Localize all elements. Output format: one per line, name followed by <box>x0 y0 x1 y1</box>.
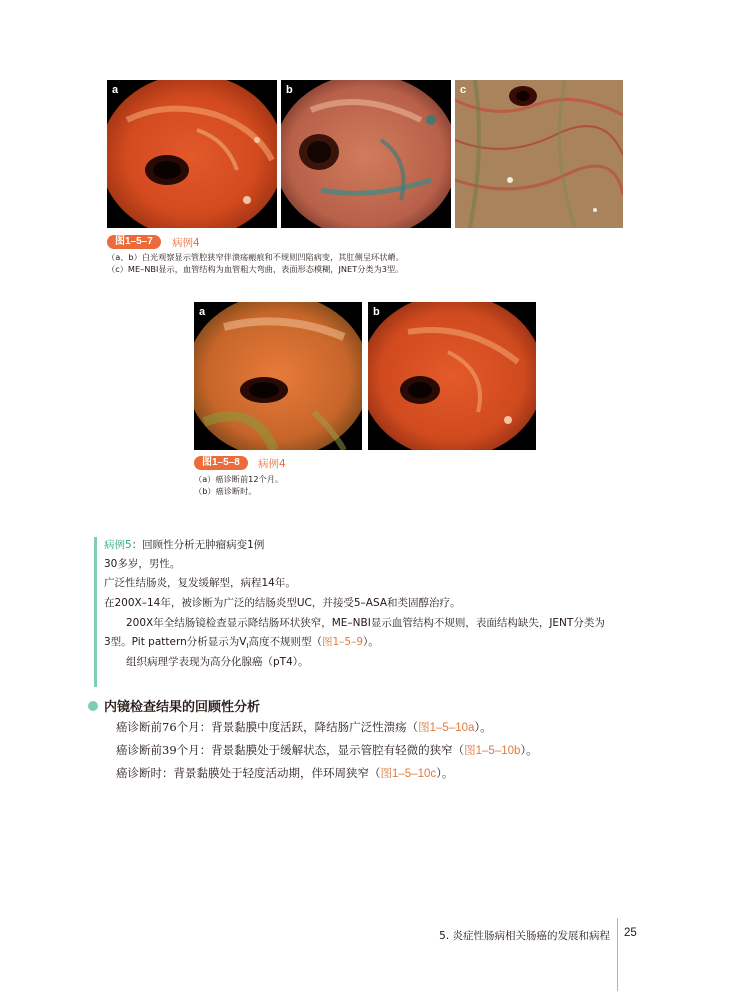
section-item-text: ）。 <box>474 720 492 734</box>
endoscopy-image-1-5-7c <box>455 80 623 228</box>
figure-reference[interactable]: 图1–5–10b <box>464 745 521 757</box>
case-text-line: 在200X–14年，被诊断为广泛的结肠炎型UC，并接受5–ASA和类固醇治疗。 <box>104 597 461 609</box>
figure-tag: 图1–5–7 <box>107 235 161 249</box>
case-text-fragment: 高度不规则型（ <box>248 636 322 648</box>
case-text-line: 组织病理学表现为高分化腺癌（pT4）。 <box>126 656 309 668</box>
panel-label: b <box>286 84 293 96</box>
figure-tag: 图1–5–8 <box>194 456 248 470</box>
endoscopy-image-1-5-7a <box>107 80 277 228</box>
figure-case: 病例4 <box>172 237 200 249</box>
figure-reference[interactable]: 图1–5–10c <box>380 768 437 780</box>
panel-label: a <box>199 306 206 318</box>
footer-divider <box>617 918 618 991</box>
figure-caption-line: （a）癌诊断前12个月。 <box>194 474 284 484</box>
running-footer-chapter: 5. 炎症性肠病相关肠癌的发展和病程 <box>439 930 610 942</box>
case-text-line: 30多岁，男性。 <box>104 558 181 570</box>
figure-reference[interactable]: 图1–5–9 <box>322 636 364 648</box>
section-item-text: ）。 <box>520 743 538 757</box>
section-item-text: ）。 <box>436 766 454 780</box>
roman-subscript: I <box>246 642 249 651</box>
section-title: 内镜检查结果的回顾性分析 <box>104 700 261 715</box>
figure-caption-line: （b）癌诊断时。 <box>194 486 257 496</box>
endoscopy-image-1-5-8a <box>194 302 362 450</box>
section-item-text: 癌诊断前39个月：背景黏膜处于缓解状态，显示管腔有轻微的狭窄（ <box>116 743 465 757</box>
section-item-text: 癌诊断前76个月：背景黏膜中度活跃，降结肠广泛性溃疡（ <box>116 720 419 734</box>
panel-label: b <box>373 306 380 318</box>
case-heading <box>104 538 264 552</box>
case-text-line <box>104 635 379 653</box>
case-text-fragment: 3型。Pit pattern分析显示为Ⅴ <box>104 636 247 648</box>
endoscopy-image-1-5-8b <box>368 302 536 450</box>
panel-label: a <box>112 84 119 96</box>
case-text-fragment: ）。 <box>363 636 379 648</box>
figure-caption-line: （a、b）白光观察显示管腔狭窄伴溃疡瘢痕和不规则凹陷病变，其肛侧呈环状嵴。 <box>107 252 404 262</box>
figure-caption-line: （c）ME–NBI显示，血管结构为血管粗大弯曲，表面形态模糊，JNET分类为3型。 <box>107 264 404 274</box>
section-item <box>116 766 453 782</box>
figure-reference[interactable]: 图1–5–10a <box>418 722 475 734</box>
page-number: 25 <box>624 927 637 939</box>
figure-case: 病例4 <box>258 458 286 470</box>
section-item <box>116 720 492 736</box>
section-item-text: 癌诊断时：背景黏膜处于轻度活动期，伴环周狭窄（ <box>116 766 381 780</box>
case-side-bar <box>94 537 97 687</box>
case-text-line: 200X年全结肠镜检查显示降结肠环状狭窄，ME–NBI显示血管结构不规则，表面结构缺失，JENT分类为 <box>126 617 605 629</box>
case-heading-label: 病例5 <box>104 539 132 551</box>
section-item <box>116 743 538 759</box>
case-text-line: 广泛性结肠炎，复发缓解型，病程14年。 <box>104 577 296 589</box>
panel-label: c <box>460 84 467 96</box>
section-bullet-icon <box>88 701 98 711</box>
endoscopy-image-1-5-7b <box>281 80 451 228</box>
case-heading-text: ：回顾性分析无肿瘤病变1例 <box>131 539 265 551</box>
